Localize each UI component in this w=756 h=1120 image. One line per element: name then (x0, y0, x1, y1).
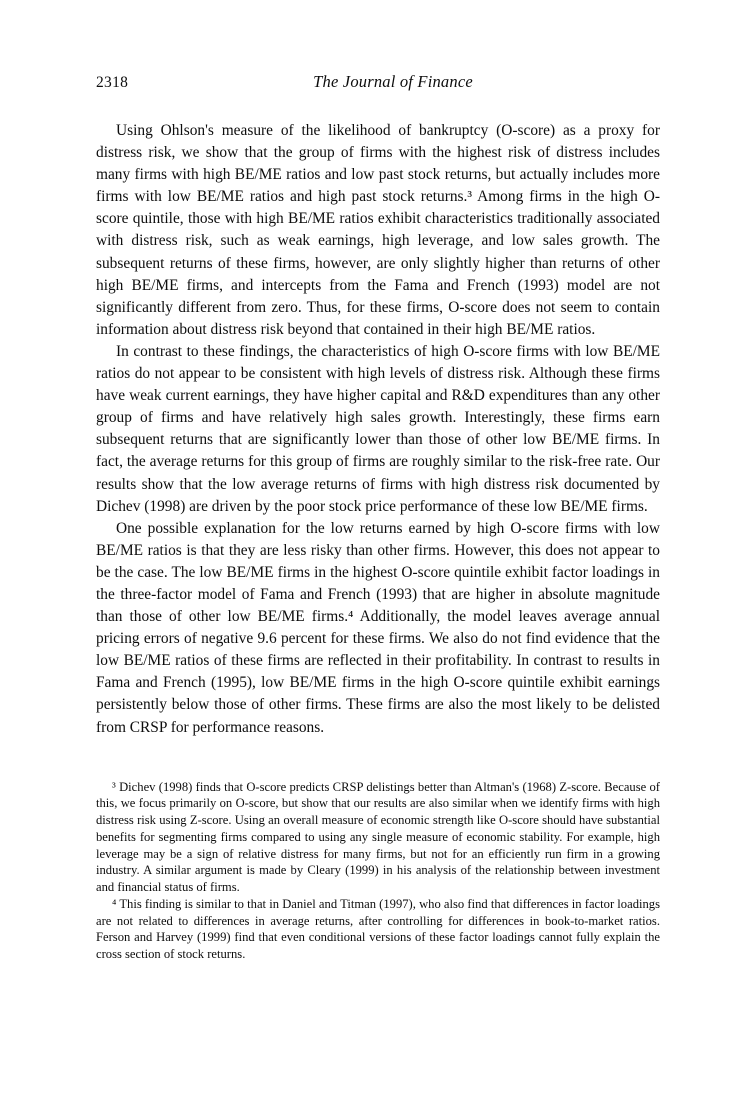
page-header (96, 72, 660, 106)
paragraph: In contrast to these findings, the characteristics of high O-score firms with low BE/ME ratios do not appear to be consistent with high levels of distress risk. Although these firms have weak current earnings, they have higher capital and R&D expenditures than any other group of firms and have relatively high sales growth. Interestingly, these firms earn subsequent returns that are significantly lower than those of other low BE/ME firms. In fact, the average returns for this group of firms are roughly similar to the risk-free rate. Our results show that the low average returns of firms with high distress risk documented by Dichev (1998) are driven by the poor stock price performance of these low BE/ME firms. (96, 342, 660, 515)
body-text (96, 120, 660, 739)
page-number: 2318 (96, 74, 129, 91)
paragraph: Using Ohlson's measure of the likelihood of bankruptcy (O-score) as a proxy for distress risk, we show that the group of firms with the highest risk of distress includes many firms with high BE/ME ratios and low past stock returns, but actually includes more firms with low BE/ME ratios and high past stock returns.³ Among firms in the high O-score quintile, those with high BE/ME ratios exhibit characteristics traditionally associated with distress risk, such as weak earnings, high leverage, and low sales growth. The subsequent returns of these firms, however, are only slightly higher than returns of other high BE/ME firms, and intercepts from the Fama and French (1993) model are not significantly different from zero. Thus, for these firms, O-score does not seem to contain information about distress risk beyond that contained in their high BE/ME ratios. (96, 122, 660, 338)
footnote: ⁴ This finding is similar to that in Daniel and Titman (1997), who also find that differences in factor loadings are not related to differences in average returns, after controlling for differences in book-to-market ratios. Ferson and Harvey (1999) find that even conditional versions of these factor loadings cannot fully explain the cross section of stock returns. (96, 896, 660, 961)
footnote-section (96, 779, 660, 963)
footnote: ³ Dichev (1998) finds that O-score predicts CRSP delistings better than Altman's (1968) Z-score. Because of this, we focus primarily on O-score, but show that our results are also similar when we identify firms with high distress risk using Z-score. Using an overall measure of economic strength like O-score should have substantial benefits for segmenting firms compared to using any single measure of economic stability. For example, high leverage may be a sign of relative distress for many firms, but not for an efficiently run firm in a growing industry. A similar argument is made by Cleary (1999) in his analysis of the relationship between investment and financial status of firms. (96, 779, 660, 895)
paragraph: One possible explanation for the low returns earned by high O-score firms with low BE/ME ratios is that they are less risky than other firms. However, this does not appear to be the case. The low BE/ME firms in the highest O-score quintile exhibit factor loadings in the three-factor model of Fama and French (1993) that are higher in absolute magnitude than those of other low BE/ME firms.⁴ Additionally, the model leaves average annual pricing errors of negative 9.6 percent for these firms. We also do not find evidence that the low BE/ME ratios of these firms are reflected in their profitability. In contrast to results in Fama and French (1995), low BE/ME firms in the high O-score quintile exhibit earnings persistently below those of other firms. These firms are also the most likely to be delisted from CRSP for performance reasons. (96, 519, 660, 736)
running-head: The Journal of Finance (313, 72, 473, 91)
